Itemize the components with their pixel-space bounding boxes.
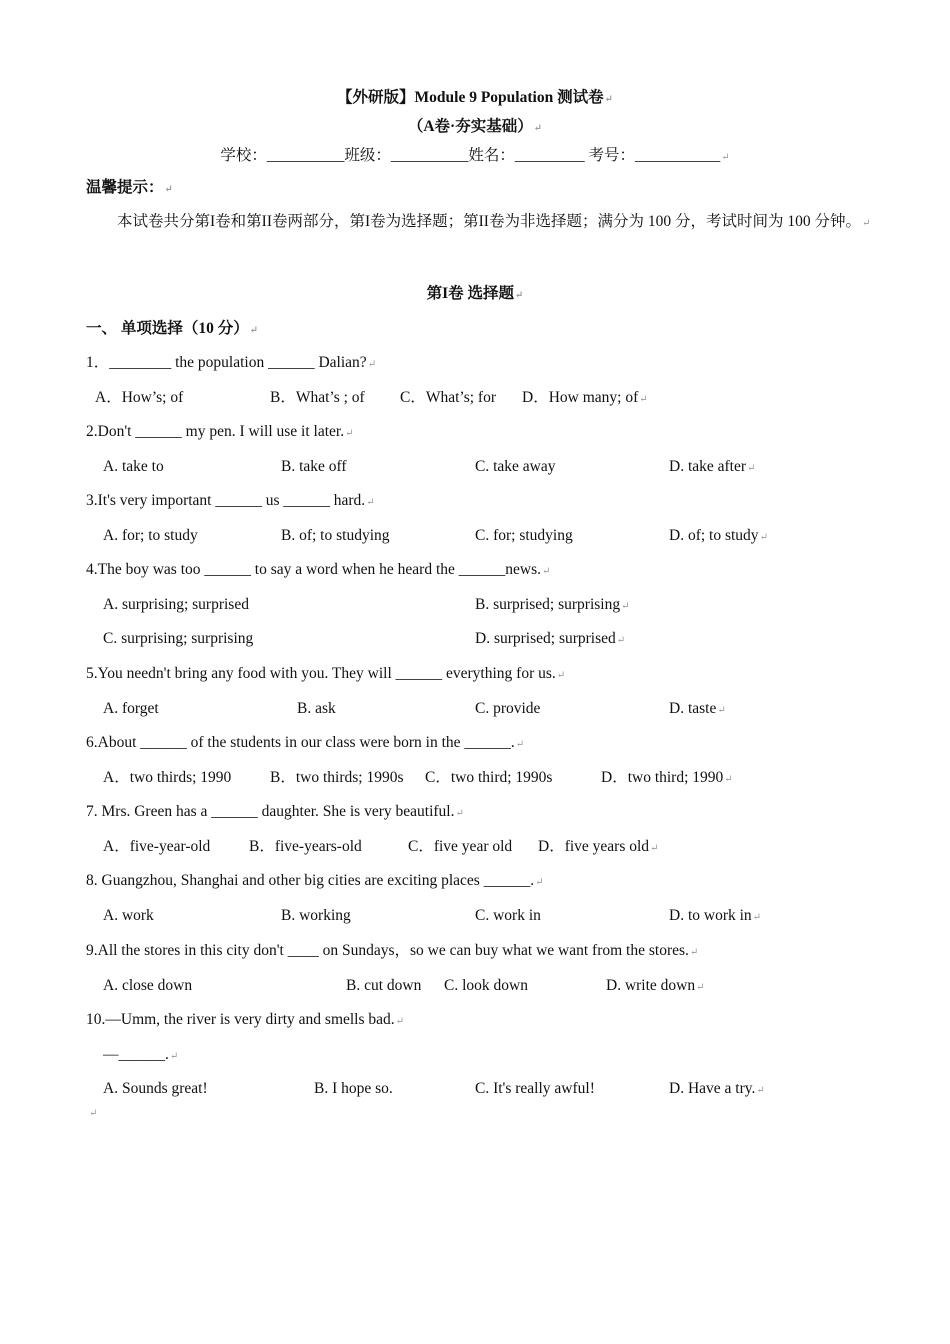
question-stem-text: 2.Don't ______ my pen. I will use it later. [86, 423, 345, 440]
option-text: B. surprised; surprising [475, 596, 621, 613]
option: D. write down↵ [606, 977, 705, 994]
option-text: D. surprised; surprised [475, 630, 616, 647]
option: D. to work in↵ [669, 907, 762, 924]
option: C. look down [444, 977, 528, 994]
option: A. forget [103, 700, 159, 717]
option-text: D. to work in [669, 907, 752, 924]
option-text: D. taste [669, 700, 717, 717]
option: C. take away [475, 458, 556, 475]
question-stem: 8. Guangzhou, Shanghai and other big cities are exciting places ______.↵ [86, 872, 544, 889]
option-text: D. of; to study [669, 527, 759, 544]
option-text: D. write down [606, 977, 696, 994]
student-info-text: 学校：__________班级：__________姓名：_________ 考号：___________ [220, 147, 721, 164]
option-text: D. Have a try. [669, 1080, 756, 1097]
part-title-text: 第I卷 选择题 [426, 285, 515, 302]
option: C. work in [475, 907, 541, 924]
option-text: D．two third; 1990 [601, 769, 724, 786]
option: C．What’s; for [400, 389, 496, 406]
option: B. take off [281, 458, 347, 475]
question-stem-text: 3.It's very important ______ us ______ hard. [86, 492, 366, 509]
option: A. close down [103, 977, 193, 994]
option: C. surprising; surprising [103, 630, 254, 647]
option: D．two third; 1990↵ [601, 769, 733, 786]
question-stem: 6.About ______ of the students in our class were born in the ______.↵ [86, 734, 525, 751]
question-stem: 4.The boy was too ______ to say a word when he heard the ______news.↵ [86, 561, 551, 578]
question-stem: 10.—Umm, the river is very dirty and smells bad.↵ [86, 1011, 405, 1028]
tips-heading: 温馨提示：↵ [86, 179, 173, 196]
question-stem: 5.You needn't bring any food with you. They will ______ everything for us.↵ [86, 665, 566, 682]
option: B．What’s ; of [270, 389, 365, 406]
section-title-text: 一、 单项选择（10 分） [86, 320, 249, 337]
option-text: D．five years old [538, 838, 650, 855]
option: A. work [103, 907, 154, 924]
student-info-line: 学校：__________班级：__________姓名：_________ 考号：___________↵ [220, 147, 730, 164]
question-stem: 1．________ the population ______ Dalian?↵ [86, 354, 377, 371]
question-stem: 7. Mrs. Green has a ______ daughter. She is very beautiful.↵ [86, 803, 464, 820]
option: A．How’s; of [95, 389, 184, 406]
option: C. for; studying [475, 527, 573, 544]
option: A. surprising; surprised [103, 596, 249, 613]
tips-paragraph: 本试卷共分第I卷和第II卷两部分，第I卷为选择题；第II卷为非选择题；满分为 100 分，考试时间为 100 分钟。↵ [117, 213, 871, 230]
option: B．five-years-old [249, 838, 362, 855]
option: A. Sounds great! [103, 1080, 208, 1097]
option: B. I hope so. [314, 1080, 393, 1097]
option: D．five years old↵ [538, 838, 659, 855]
option: C．five year old [408, 838, 513, 855]
question-stem-text: 8. Guangzhou, Shanghai and other big cities are exciting places ______. [86, 872, 535, 889]
question-stem-text: 4.The boy was too ______ to say a word when he heard the ______news. [86, 561, 542, 578]
exam-subtitle: （A卷·夯实基础）↵ [407, 118, 543, 135]
question-stem: 2.Don't ______ my pen. I will use it later.↵ [86, 423, 354, 440]
exam-title-text: 【外研版】Module 9 Population 测试卷 [337, 89, 604, 106]
paragraph-mark: ↵ [89, 1108, 98, 1119]
option: D. of; to study↵ [669, 527, 768, 544]
question-stem: 9.All the stores in this city don't ____ on Sundays，so we can buy what we want from the stores.↵ [86, 942, 699, 959]
option: A. for; to study [103, 527, 198, 544]
exam-subtitle-text: （A卷·夯实基础） [407, 118, 533, 135]
question-stem-text: 9.All the stores in this city don't ____ on Sundays，so we can buy what we want from the stores. [86, 942, 689, 959]
option: A. take to [103, 458, 164, 475]
option-text: D．How many; of [522, 389, 639, 406]
question-stem-text: 5.You needn't bring any food with you. They will ______ everything for us. [86, 665, 556, 682]
option: D．How many; of↵ [522, 389, 648, 406]
tips-heading-text: 温馨提示： [86, 179, 164, 196]
question-stem-text: 1．________ the population ______ Dalian? [86, 354, 367, 371]
part-title: 第I卷 选择题↵ [426, 285, 524, 302]
option: B. of; to studying [281, 527, 390, 544]
dialogue-reply-text: —______. [103, 1046, 169, 1063]
question-stem-text: 7. Mrs. Green has a ______ daughter. She is very beautiful. [86, 803, 455, 820]
exam-title: 【外研版】Module 9 Population 测试卷↵ [337, 89, 613, 106]
option: C. provide [475, 700, 541, 717]
question-stem-text: 6.About ______ of the students in our class were born in the ______. [86, 734, 515, 751]
option: D. take after↵ [669, 458, 756, 475]
option: C. It's really awful! [475, 1080, 595, 1097]
option: B. cut down [346, 977, 422, 994]
section-title: 一、 单项选择（10 分）↵ [86, 320, 259, 337]
option: D. Have a try.↵ [669, 1080, 765, 1097]
option: A．two thirds; 1990 [103, 769, 232, 786]
question-stem: 3.It's very important ______ us ______ hard.↵ [86, 492, 375, 509]
tips-paragraph-text: 本试卷共分第I卷和第II卷两部分，第I卷为选择题；第II卷为非选择题；满分为 100 分，考试时间为 100 分钟。 [117, 213, 861, 230]
option: B. working [281, 907, 351, 924]
option: D. surprised; surprised↵ [475, 630, 626, 647]
option: B．two thirds; 1990s [270, 769, 404, 786]
dialogue-reply: —______.↵ [103, 1046, 179, 1063]
option: D. taste↵ [669, 700, 726, 717]
option: B. ask [297, 700, 336, 717]
option: A．five-year-old [103, 838, 211, 855]
option-text: D. take after [669, 458, 747, 475]
option: B. surprised; surprising↵ [475, 596, 630, 613]
option: C．two third; 1990s [425, 769, 553, 786]
question-stem-text: 10.—Umm, the river is very dirty and smells bad. [86, 1011, 395, 1028]
